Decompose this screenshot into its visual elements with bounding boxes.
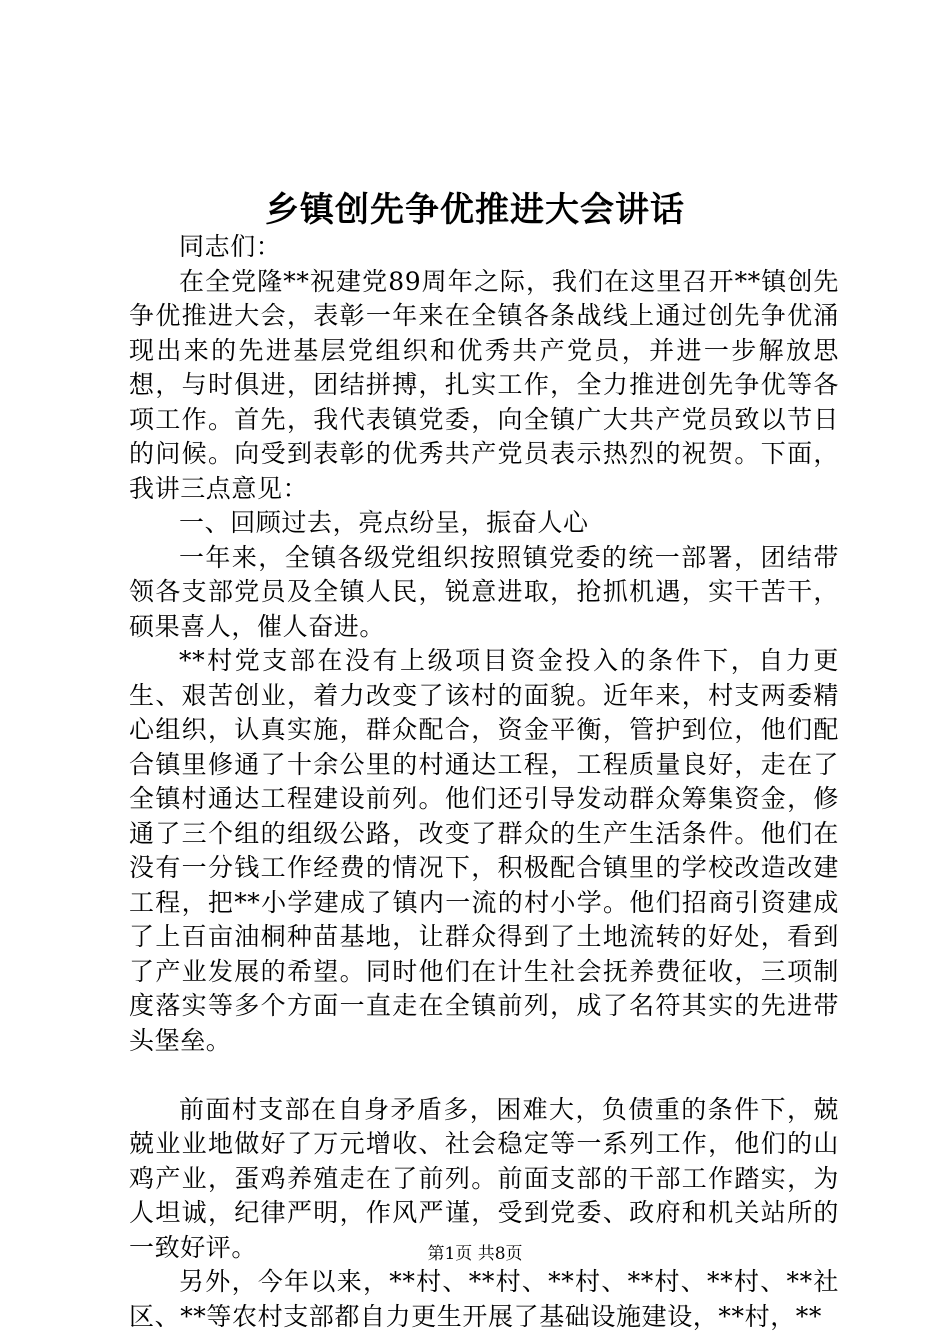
section-heading: 一、回顾过去，亮点纷呈，振奋人心 [179, 508, 589, 537]
paragraph-other-branches: 另外，今年以来，**村、**村、**村、**村、**村、**社区、**等农村支部都自力更生开展了基础设施建设，**村，** [129, 1267, 839, 1331]
paragraph-intro: 在全党隆**祝建党89周年之际，我们在这里召开**镇创先争优推进大会，表彰一年来在全镇各条战线上通过创先争优涌现出来的先进基层党组织和优秀共产党员，并进一步解放思想，与时俱进，团结拼搏，扎实工作，全力推进创先争优等各项工作。首先，我代表镇党委，向全镇广大共产党员致以节日的问候。向受到表彰的优秀共产党员表示热烈的祝贺。下面，我讲三点意见： [129, 266, 839, 503]
salutation: 同志们： [179, 232, 282, 261]
page-footer: 第1页 共8页 [427, 1244, 523, 1264]
paragraph-overview: 一年来，全镇各级党组织按照镇党委的统一部署，团结带领各支部党员及全镇人民，锐意进取，抢抓机遇，实干苦干，硕果喜人，催人奋进。 [129, 542, 839, 641]
paragraph-village-branch: **村党支部在没有上级项目资金投入的条件下，自力更生、艰苦创业，着力改变了该村的面貌。近年来，村支两委精心组织，认真实施，群众配合，资金平衡，管护到位，他们配合镇里修通了十余公里的村通达工程，工程质量良好，走在了全镇村通达工程建设前列。他们还引导发动群众筹集资金，修通了三个组的组级公路，改变了群众的生产生活条件。他们在没有一分钱工作经费的情况下，积极配合镇里的学校改造改建工程，把**小学建成了镇内一流的村小学。他们招商引资建成了上百亩油桐种苗基地，让群众得到了土地流转的好处，看到了产业发展的希望。同时他们在计生社会抚养费征收，三项制度落实等多个方面一直走在全镇前列，成了名符其实的先进带头堡垒。 [129, 646, 839, 1055]
paragraph-qianmian-branch: 前面村支部在自身矛盾多，困难大，负债重的条件下，兢兢业业地做好了万元增收、社会稳定等一系列工作，他们的山鸡产业，蛋鸡养殖走在了前列。前面支部的干部工作踏实，为人坦诚，纪律严明，作风严谨，受到党委、政府和机关站所的一致好评。 [129, 1094, 839, 1262]
document-title: 乡镇创先争优推进大会讲话 [265, 190, 685, 230]
document-body [129, 230, 839, 1334]
